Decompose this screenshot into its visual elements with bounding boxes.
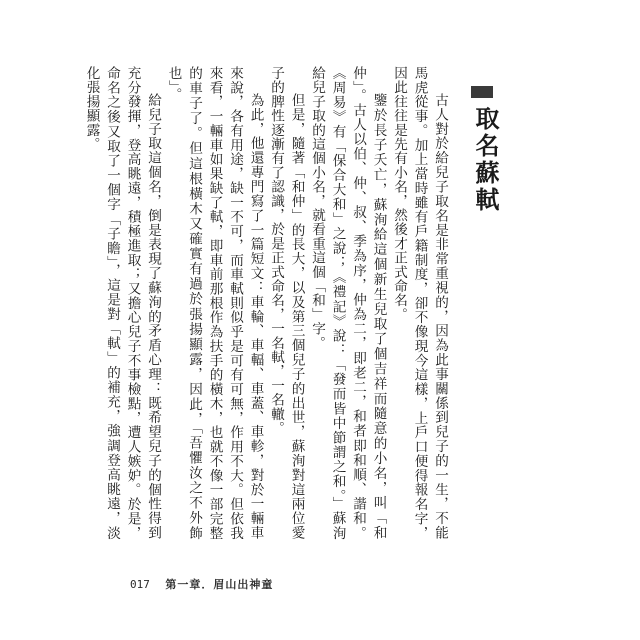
page-number: 017	[130, 578, 150, 591]
paragraph: 但是，隨著「和仲」的長大，以及第三個兒子的出世，蘇洵對這兩位愛子的脾性逐漸有了認識，於是正式命名，一名軾，一名轍。	[268, 66, 305, 540]
section-heading	[466, 86, 500, 214]
paragraph: 古人對於給兒子取名是非常重視的，因為此事關係到兒子的一生，不能馬虎從事。加上當時雖有戶籍制度，卻不像現今這樣，上戶口便得報名字，因此往往是先有小名，然後才正式命名。	[391, 66, 448, 540]
paragraph: 鑒於長子夭亡，蘇洵給這個新生兒取了個吉祥而隨意的小名，叫「和仲」。古人以伯、仲、叔、季為序，仲為二，即老二，和者即和順、諧和。《周易》有「保合大和」之說；《禮記》說：「發而皆中節謂之和。」蘇洵給兒子取的這個小名，就看重這個「和」字。	[309, 66, 387, 540]
section-title: 取名蘇軾	[471, 106, 499, 214]
paragraph: 為此，他還專門寫了一篇短文：車輪、車輻、車蓋、車軫，對於一輛車來說，各有用途，缺一不可，而車軾則似乎是可有可無，作用不大。但依我來看，一輛車如果缺了軾，即車前那根作為扶手的橫木，也就不像一部完整的車子了。但這根橫木又確實有過於張揚顯露，因此，「吾懼汝之不外飾也」。	[165, 66, 264, 540]
chapter-title: 第一章．眉山出神童	[165, 578, 274, 591]
paragraph: 給兒子取這個名，倒是表現了蘇洵的矛盾心理：既希望兒子的個性得到充分發揮，登高眺遠，積極進取；又擔心兒子不事檢點，遭人嫉妒。於是，命名之後又取了一個字「子瞻」，這是對「軾」的補充，強調登高眺遠，淡化張揚顯露。	[83, 66, 161, 540]
body-text	[83, 66, 450, 540]
heading-marker-bar	[471, 86, 493, 98]
page-footer	[130, 576, 273, 592]
